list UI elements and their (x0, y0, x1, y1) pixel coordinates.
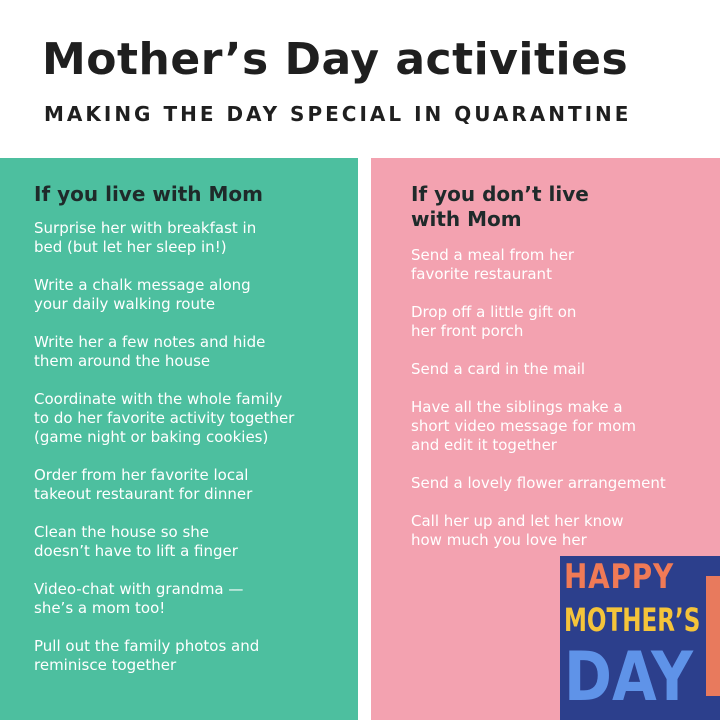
badge-decoration (706, 576, 720, 696)
list-item: Clean the house so she doesn’t have to lift a finger (34, 523, 238, 560)
list-item: Send a meal from her favorite restaurant (411, 246, 575, 283)
badge-line-mothers: MOTHER’S (564, 601, 701, 639)
list-item: Send a lovely flower arrangement (411, 474, 666, 492)
list-item: Drop off a little gift on her front porch (411, 303, 577, 340)
list-item: Coordinate with the whole family to do her favorite activity together (game night or baking cookies) (34, 390, 295, 446)
list-item: Pull out the family photos and reminisce together (34, 637, 260, 674)
list-item: Video-chat with grandma — she’s a mom too! (34, 580, 244, 617)
dont-live-with-mom-list (411, 246, 720, 550)
live-with-mom-list (34, 219, 358, 675)
list-item: Write a chalk message along your daily walking route (34, 276, 251, 313)
list-item: Call her up and let her know how much you love her (411, 512, 624, 549)
list-item: Write her a few notes and hide them around the house (34, 333, 266, 370)
badge-line-day: DAY (564, 638, 694, 717)
list-item: Have all the siblings make a short video message for mom and edit it together (411, 398, 637, 454)
page-title: Mother’s Day activities (42, 34, 629, 85)
page-subtitle: MAKING THE DAY SPECIAL IN QUARANTINE (44, 102, 632, 126)
happy-mothers-day-badge (560, 556, 720, 720)
badge-line-happy: HAPPY (564, 557, 675, 597)
live-with-mom-heading: If you live with Mom (34, 182, 263, 206)
list-item: Order from her favorite local takeout restaurant for dinner (34, 466, 253, 503)
list-item: Send a card in the mail (411, 360, 586, 378)
dont-live-with-mom-heading: If you don’t live with Mom (411, 182, 589, 231)
list-item: Surprise her with breakfast in bed (but let her sleep in!) (34, 219, 257, 256)
live-with-mom-column (0, 158, 358, 720)
